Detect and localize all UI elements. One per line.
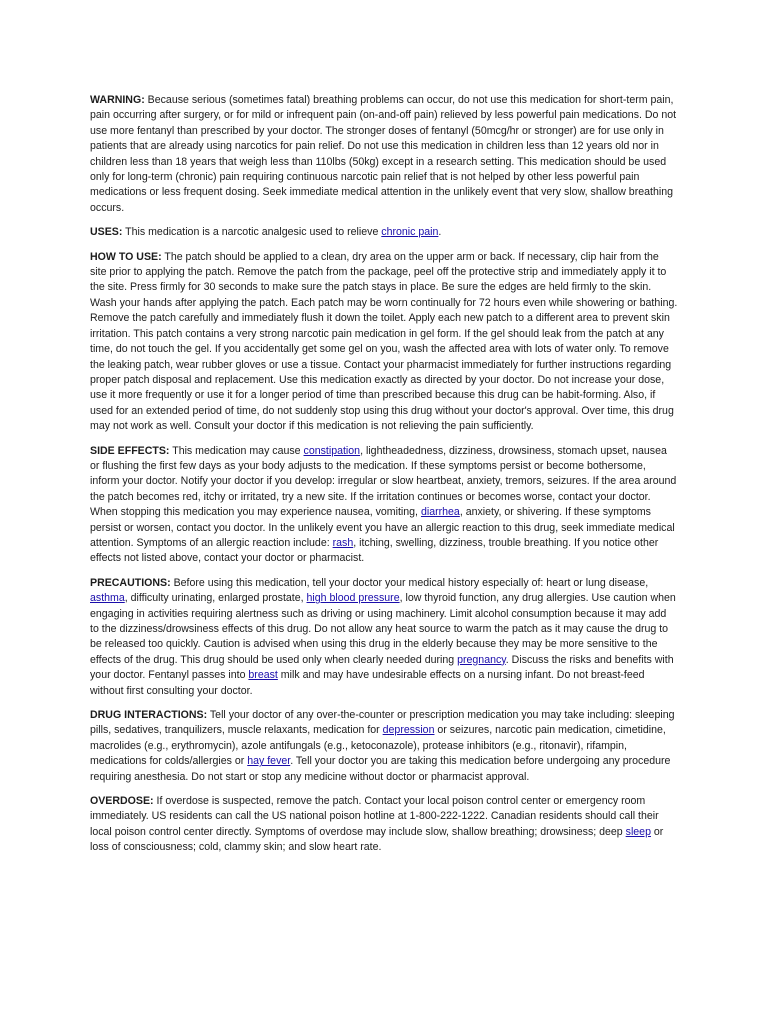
section-paragraph: [90, 794, 678, 856]
body-text: . Tell your doctor you are taking this medication before undergoing any procedure requiring anesthesia. Do not start or stop any medicine without doctor or pharmacist approval.: [90, 755, 671, 783]
body-text: . Discuss the risks and benefits with your doctor. Fentanyl passes into: [90, 653, 674, 682]
term-link[interactable]: high blood pressure: [306, 592, 400, 605]
body-text: This medication may cause: [169, 444, 304, 457]
term-link[interactable]: diarrhea: [420, 506, 460, 519]
section-heading: USES:: [90, 226, 123, 239]
term-link[interactable]: sleep: [625, 825, 651, 838]
body-text: milk and may have undesirable effects on a nursing infant. Do not breast-feed without first consulting your doctor.: [90, 669, 645, 697]
section-heading: HOW TO USE:: [90, 250, 162, 263]
body-text: Because serious (sometimes fatal) breathing problems can occur, do not use this medication for short-term pain, pain occurring after surgery, or for mild or infrequent pain (on-and-off pain) relieved by less powerful pain medications. Do not use more fentanyl than prescribed by your doctor. The stronger doses of fentanyl (50mcg/hr or stronger) are for use only in patients that are already using narcotics for pain relief. Do not use this medication in children less than 12 years old nor in children less than 18 years that weigh less than 110lbs (50kg) except in a research setting. This medication should be used only for long-term (chronic) pain requiring continuous narcotic pain relief that is not helped by other less powerful pain medications or less frequent dosing. Seek immediate medical attention in the unlikely event that very slow, shallow breathing occurs.: [90, 94, 677, 214]
body-text: or seizures, narcotic pain medication, cimetidine, macrolides (e.g., erythromycin), azole antifungals (e.g., ketoconazole), protease inhibitors (e.g., ritonavir), rifampin, medications for colds/allergies or: [90, 724, 666, 768]
body-text: Before using this medication, tell your doctor your medical history especially of: heart or lung disease,: [170, 576, 649, 589]
section-heading: DRUG INTERACTIONS:: [90, 709, 208, 722]
section-paragraph: [90, 708, 678, 785]
term-link[interactable]: constipation: [303, 444, 361, 457]
term-link[interactable]: chronic pain: [381, 226, 439, 239]
term-link[interactable]: asthma: [90, 592, 125, 605]
term-link[interactable]: rash: [332, 536, 354, 549]
section-paragraph: [90, 93, 678, 216]
section-paragraph: [90, 576, 678, 699]
term-link[interactable]: hay fever: [247, 755, 291, 768]
body-text: , anxiety, or shivering. If these symptoms persist or worsen, contact you doctor. In the unlikely event you have an allergic reaction to this drug, seek immediate medical attention. Symptoms of an allergic reaction include:: [90, 506, 675, 549]
body-text: , lightheadedness, dizziness, drowsiness, stomach upset, nausea or flushing the first few days as your body adjusts to the medication. If these symptoms persist or become bothersome, inform your doctor. Notify your doctor if you develop: irregular or slow heartbeat, anxiety, tremors, seizures. If the area around the patch becomes red, itchy or irritated, try a new site. If the irritation continues or becomes worse, contact your doctor. When stopping this medication you may experience nausea, vomiting,: [90, 444, 677, 519]
term-link[interactable]: depression: [382, 724, 435, 737]
term-link[interactable]: pregnancy: [457, 653, 506, 666]
body-text: The patch should be applied to a clean, dry area on the upper arm or back. If necessary, clip hair from the site prior to applying the patch. Remove the patch from the package, peel off the protective strip and immediately apply it to the site. Press firmly for 30 seconds to make sure the patch stays in place. Be sure the edges are held firmly to the skin. Wash your hands after applying the patch. Each patch may be worn continually for 72 hours even while showering or bathing. Remove the patch carefully and immediately flush it down the toilet. Apply each new patch to a different area to prevent skin irritation. This patch contains a very strong narcotic pain medication in gel form. If the gel should leak from the patch at any time, do not touch the gel. If you accidentally get some gel on you, wash the affected area with lots of water only. To remove the leaking patch, wear rubber gloves or use a tissue. Contact your pharmacist immediately for further instructions regarding proper patch disposal and replacement. Use this medication exactly as directed by your doctor. Do not increase your dose, use it more frequently or use it for a longer period of time than prescribed because this drug can be habit-forming. Also, if used for an extended period of time, do not suddenly stop using this drug without your doctor's approval. Over time, this drug may not work as well. Consult your doctor if this medication is not relieving the pain sufficiently.: [90, 250, 678, 433]
body-text: Tell your doctor of any over-the-counter or prescription medication you may take including: sleeping pills, sedatives, tranquilizers, muscle relaxants, medication for: [90, 709, 675, 737]
section-heading: WARNING:: [90, 94, 145, 106]
document-body: [90, 93, 678, 865]
body-text: , difficulty urinating, enlarged prostate,: [124, 592, 307, 605]
body-text: , itching, swelling, dizziness, trouble breathing. If you notice other effects not listed above, contact your doctor or pharmacist.: [90, 536, 659, 565]
body-text: , low thyroid function, any drug allergies. Use caution when engaging in activities requiring alertness such as driving or using machinery. Limit alcohol consumption because it may add to the dizziness/drowsiness effects of this drug. Do not allow any heat source to warm the patch as it may cause the drug to be released too quickly. Caution is advised when using this drug in the elderly because they may be more sensitive to the effects of the drug. This drug should be used only when clearly needed during: [90, 592, 676, 666]
section-heading: OVERDOSE:: [90, 795, 154, 808]
section-paragraph: [90, 444, 678, 567]
body-text: This medication is a narcotic analgesic used to relieve: [122, 226, 382, 239]
body-text: or loss of consciousness; cold, clammy skin; and slow heart rate.: [90, 825, 664, 854]
body-text: If overdose is suspected, remove the patch. Contact your local poison control center or emergency room immediately. US residents can call the US national poison hotline at 1-800-222-1222. Canadian residents should call their local poison control center directly. Symptoms of overdose may include slow, shallow breathing; drowsiness; deep: [90, 795, 659, 838]
section-paragraph: [90, 225, 678, 240]
body-text: .: [438, 226, 442, 239]
term-link[interactable]: breast: [248, 669, 278, 682]
section-heading: PRECAUTIONS:: [90, 576, 171, 589]
section-paragraph: [90, 250, 678, 435]
section-heading: SIDE EFFECTS:: [90, 444, 170, 457]
